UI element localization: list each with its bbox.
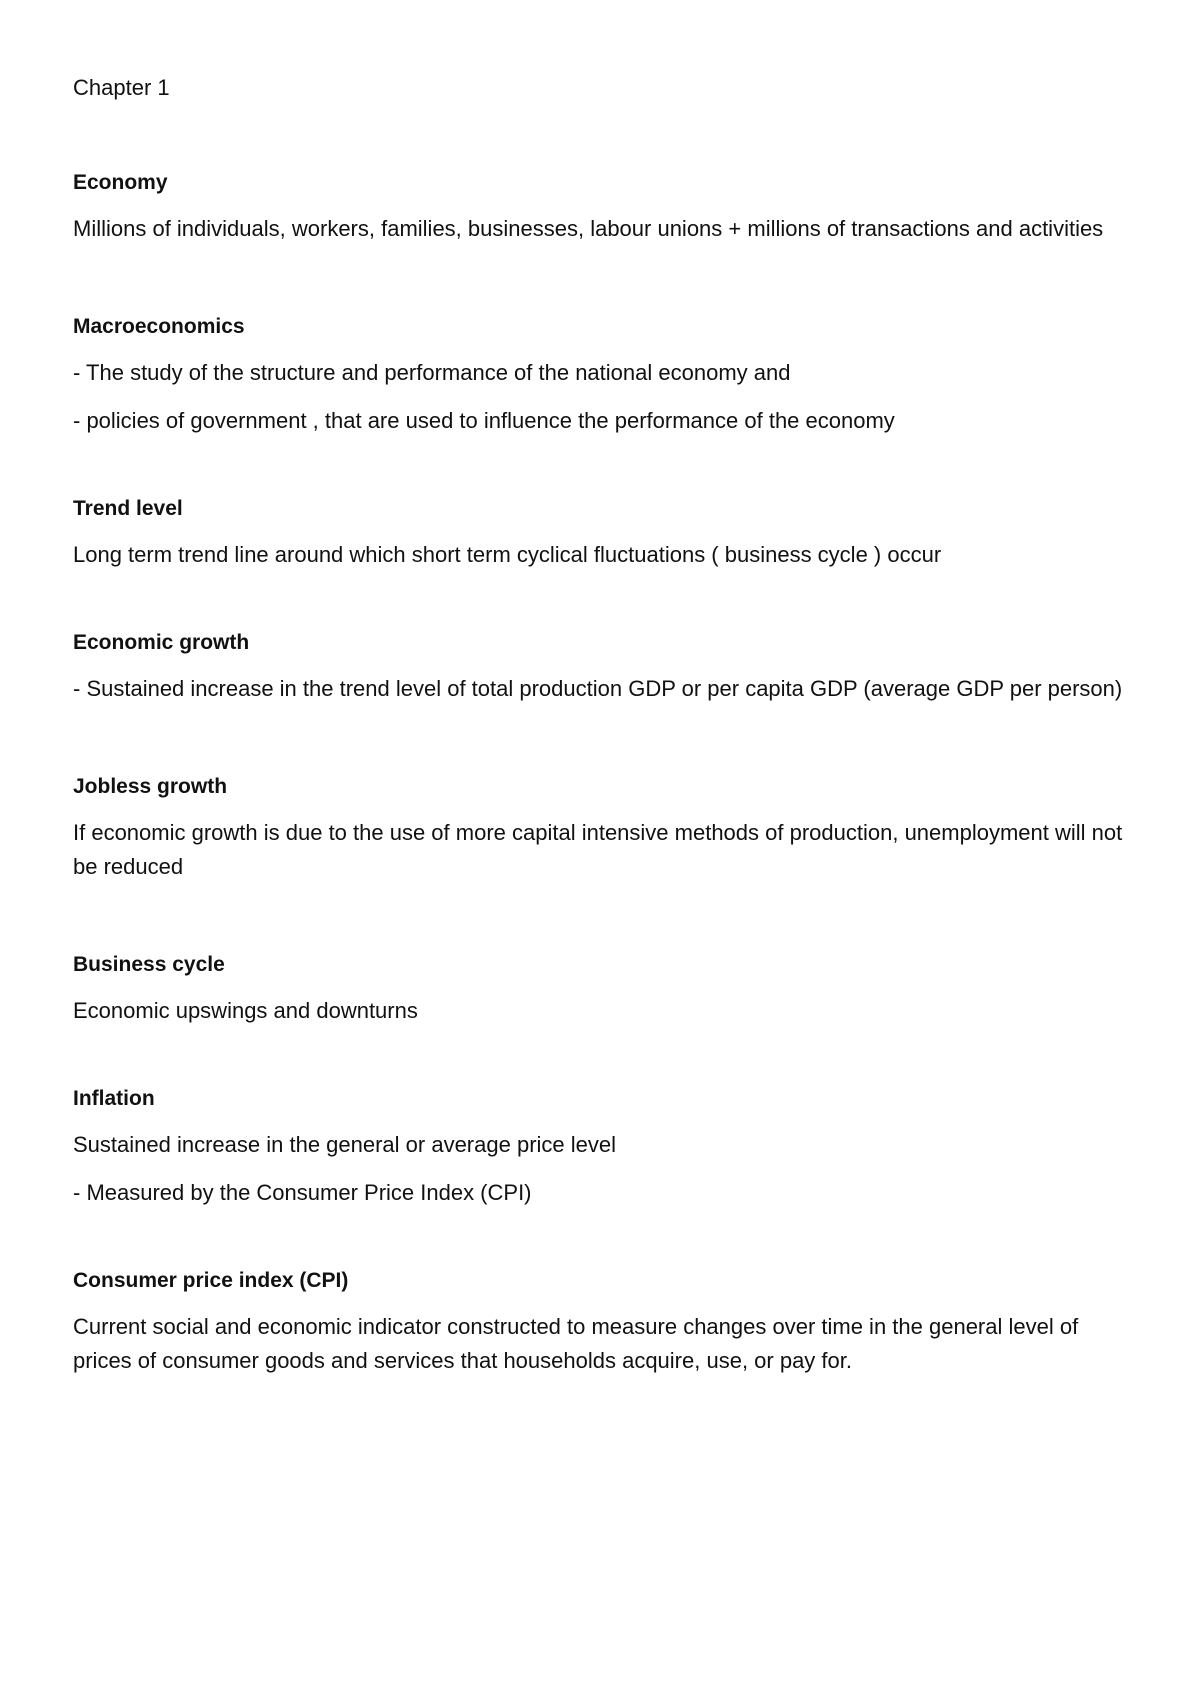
section-inflation <box>73 1084 1128 1210</box>
section-heading: Macroeconomics <box>73 315 245 338</box>
section-paragraph: Current social and economic indicator constructed to measure changes over time in the general level of prices of consumer goods and services that households acquire, use, or pay for. <box>73 1314 1079 1373</box>
section-business-cycle <box>73 950 1128 1028</box>
section-paragraph: - The study of the structure and performance of the national economy and <box>73 360 791 385</box>
section-macroeconomics <box>73 312 1128 438</box>
section-heading: Business cycle <box>73 953 225 976</box>
section-heading: Jobless growth <box>73 775 228 798</box>
section-heading: Consumer price index (CPI) <box>73 1269 349 1292</box>
section-trend-level <box>73 494 1128 572</box>
section-paragraph: Economic upswings and downturns <box>73 998 418 1023</box>
section-heading: Economic growth <box>73 631 250 654</box>
section-paragraph: Millions of individuals, workers, families, businesses, labour unions + millions of transactions and activities <box>73 216 1104 241</box>
section-heading: Economy <box>73 171 168 194</box>
section-consumer-price-index <box>73 1266 1128 1378</box>
chapter-title: Chapter 1 <box>73 75 170 100</box>
section-paragraph: - policies of government , that are used to influence the performance of the economy <box>73 408 895 433</box>
section-heading: Inflation <box>73 1087 155 1110</box>
section-heading: Trend level <box>73 497 183 520</box>
section-jobless-growth <box>73 772 1128 884</box>
section-economy <box>73 168 1128 246</box>
section-paragraph: Long term trend line around which short term cyclical fluctuations ( business cycle ) occur <box>73 542 942 567</box>
section-paragraph: If economic growth is due to the use of more capital intensive methods of production, unemployment will not be reduced <box>73 820 1123 879</box>
section-economic-growth <box>73 628 1128 706</box>
section-paragraph: Sustained increase in the general or average price level <box>73 1132 616 1157</box>
section-paragraph: - Measured by the Consumer Price Index (CPI) <box>73 1180 532 1205</box>
section-paragraph: - Sustained increase in the trend level of total production GDP or per capita GDP (average GDP per person) <box>73 676 1123 701</box>
